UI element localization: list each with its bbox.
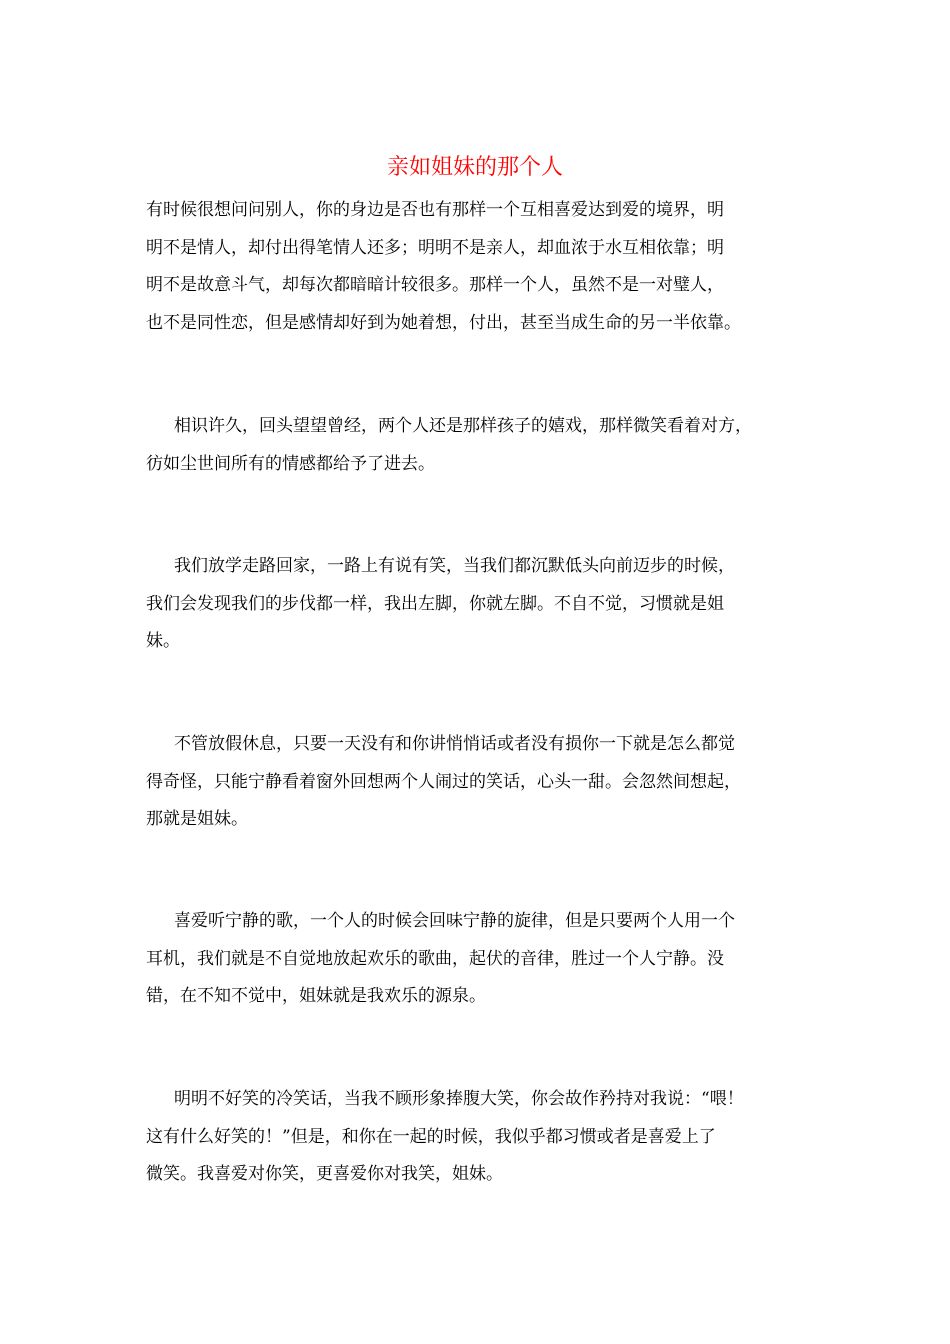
paragraph-line: 那就是姐妹。: [146, 809, 248, 829]
paragraph-line: 彷如尘世间所有的情感都给予了进去。: [146, 453, 435, 474]
paragraph-line: 我们放学走路回家，一路上有说有笑，当我们都沉默低头向前迈步的时候，: [174, 556, 735, 576]
paragraph-3: [146, 548, 816, 661]
paragraph-5: [146, 903, 816, 1016]
paragraph-line: 明明不好笑的冷笑话，当我不顾形象捧腹大笑，你会故作矜持对我说：“喂！: [174, 1089, 744, 1109]
paragraph-line: 这有什么好笑的！”但是，和你在一起的时候，我似乎都习惯或者是喜爱上了: [146, 1126, 716, 1147]
paragraph-line: 明不是故意斗气，却每次都暗暗计较很多。那样一个人，虽然不是一对璧人，: [146, 275, 724, 295]
paragraph-line: 耳机，我们就是不自觉地放起欢乐的歌曲，起伏的音律，胜过一个人宁静。没: [146, 948, 724, 969]
paragraph-line: 微笑。我喜爱对你笑，更喜爱你对我笑，姐妹。: [146, 1164, 503, 1184]
paragraph-line: 得奇怪，只能宁静看着窗外回想两个人闹过的笑话，心头一甜。会忽然间想起，: [146, 771, 741, 792]
paragraph-2: [146, 408, 816, 483]
paragraph-line: 不管放假休息，只要一天没有和你讲悄悄话或者没有损你一下就是怎么都觉: [174, 734, 735, 754]
paragraph-line: 相识许久，回头望望曾经，两个人还是那样孩子的嬉戏，那样微笑看着对方，: [174, 416, 752, 436]
paragraph-1: [146, 192, 816, 342]
paragraph-line: 错，在不知不觉中，姐妹就是我欢乐的源泉。: [146, 986, 486, 1006]
paragraph-line: 也不是同性恋，但是感情却好到为她着想，付出，甚至当成生命的另一半依靠。: [146, 312, 741, 333]
document-title: 亲如姐妹的那个人: [386, 155, 563, 180]
paragraph-line: 有时候很想问问别人，你的身边是否也有那样一个互相喜爱达到爱的境界，明: [146, 200, 724, 220]
paragraph-line: 妹。: [146, 631, 180, 651]
paragraph-4: [146, 726, 816, 839]
paragraph-line: 喜爱听宁静的歌，一个人的时候会回味宁静的旋律，但是只要两个人用一个: [174, 911, 735, 931]
paragraph-line: 明不是情人，却付出得笔情人还多；明明不是亲人，却血浓于水互相依靠；明: [146, 237, 724, 258]
paragraph-line: 我们会发现我们的步伐都一样，我出左脚，你就左脚。不自不觉，习惯就是姐: [146, 593, 724, 614]
paragraph-6: [146, 1081, 816, 1194]
